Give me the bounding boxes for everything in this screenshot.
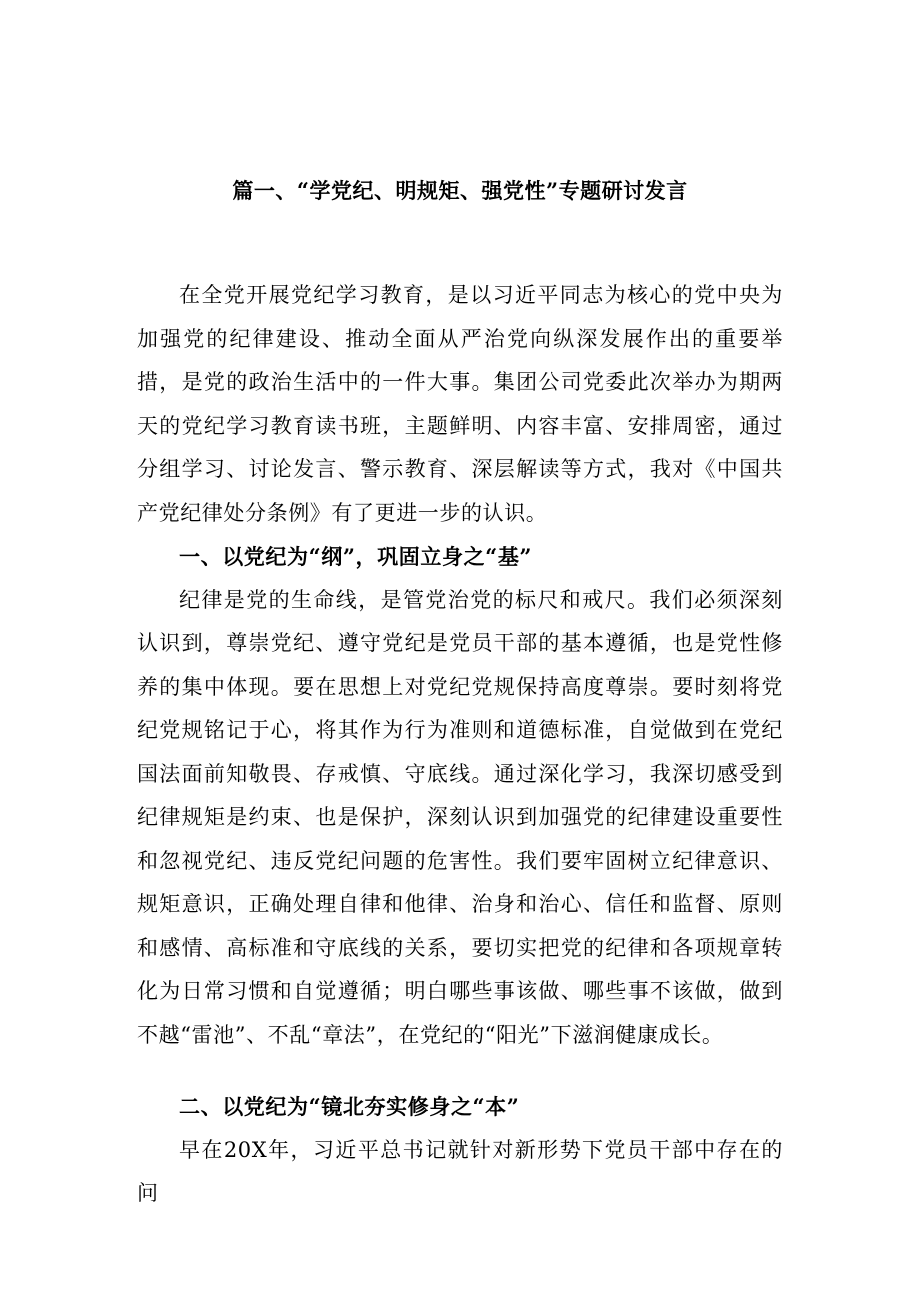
section-gap [137,1057,783,1085]
section-1-paragraph: 纪律是党的生命线，是管党治党的标尺和戒尺。我们必须深刻认识到，尊崇党纪、遵守党纪是党员干部的基本遵循，也是党性修养的集中体现。要在思想上对党纪党规保持高度尊崇。要时刻将党纪党规铭记于心，将其作为行为准则和道德标准，自觉做到在党纪国法面前知敬畏、存戒慎、守底线。通过深化学习，我深切感受到纪律规矩是约束、也是保护，深刻认识到加强党的纪律建设重要性和忽视党纪、违反党纪问题的危害性。我们要牢固树立纪律意识、规矩意识，正确处理自律和他律、治身和治心、信任和监督、原则和感情、高标准和守底线的关系，要切实把党的纪律和各项规章转化为日常习惯和自觉遵循；明白哪些事该做、哪些事不该做，做到不越“雷池”、不乱“章法”，在党纪的“阳光”下滋润健康成长。 [137,587,783,1047]
section-2-heading: 二、以党纪为“镜北夯实修身之“本” [179,1094,520,1119]
intro-paragraph: 在全党开展党纪学习教育，是以习近平同志为核心的党中央为加强党的纪律建设、推动全面从严治党向纵深发展作出的重要举措，是党的政治生活中的一件大事。集团公司党委此次举办为期两天的党纪学习教育读书班，主题鲜明、内容丰富、安排周密，通过分组学习、讨论发言、警示教育、深层解读等方式，我对《中国共产党纪律处分条例》有了更进一步的认识。 [137,283,783,525]
section-1-heading: 一、以党纪为“纲”，巩固立身之“基” [179,544,533,569]
document-title: 篇一、“学党纪、明规矩、强党性”专题研讨发言 [232,178,688,203]
document-body [137,274,783,1216]
section-2-paragraph: 早在20X年，习近平总书记就针对新形势下党员干部中存在的问 [137,1137,783,1205]
